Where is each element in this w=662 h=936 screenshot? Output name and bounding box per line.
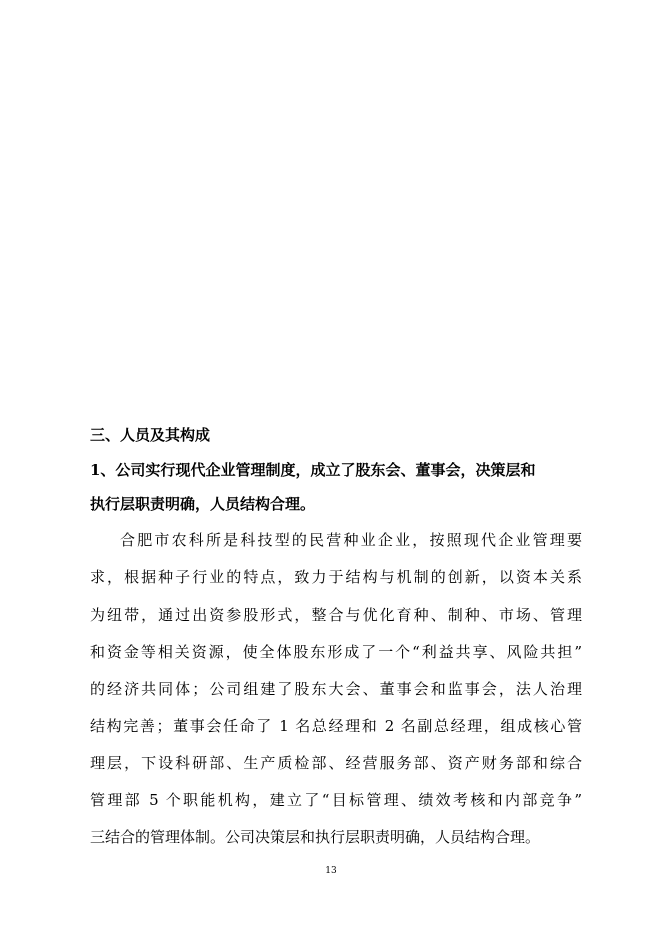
page-number: 13	[325, 866, 337, 876]
paragraph-line: 和资金等相关资源，使全体股东形成了一个“利益共享、风险共担”	[90, 643, 582, 661]
paragraph-line: 的经济共同体；公司组建了股东大会、董事会和监事会，法人治理	[90, 680, 582, 698]
paragraph-line: 结构完善；董事会任命了 1 名总经理和 2 名副总经理，组成核心管	[90, 717, 582, 735]
paragraph-line: 求，根据种子行业的特点，致力于结构与机制的创新，以资本关系	[90, 568, 582, 586]
subheading-line-1: 1、公司实行现代企业管理制度，成立了股东会、董事会，决策层和	[90, 461, 536, 479]
section-title: 三、人员及其构成	[90, 426, 211, 444]
paragraph-line: 管理部 5 个职能机构，建立了“目标管理、绩效考核和内部竞争”	[90, 791, 582, 809]
paragraph-line: 为纽带，通过出资参股形式，整合与优化育种、制种、市场、管理	[90, 606, 582, 624]
paragraph-line: 合肥市农科所是科技型的民营种业企业，按照现代企业管理要	[120, 531, 582, 549]
subheading-line-2: 执行层职责明确，人员结构合理。	[90, 495, 316, 513]
paragraph-line: 三结合的管理体制。公司决策层和执行层职责明确，人员结构合理。	[90, 828, 541, 846]
paragraph-line: 理层，下设科研部、生产质检部、经营服务部、资产财务部和综合	[90, 754, 582, 772]
